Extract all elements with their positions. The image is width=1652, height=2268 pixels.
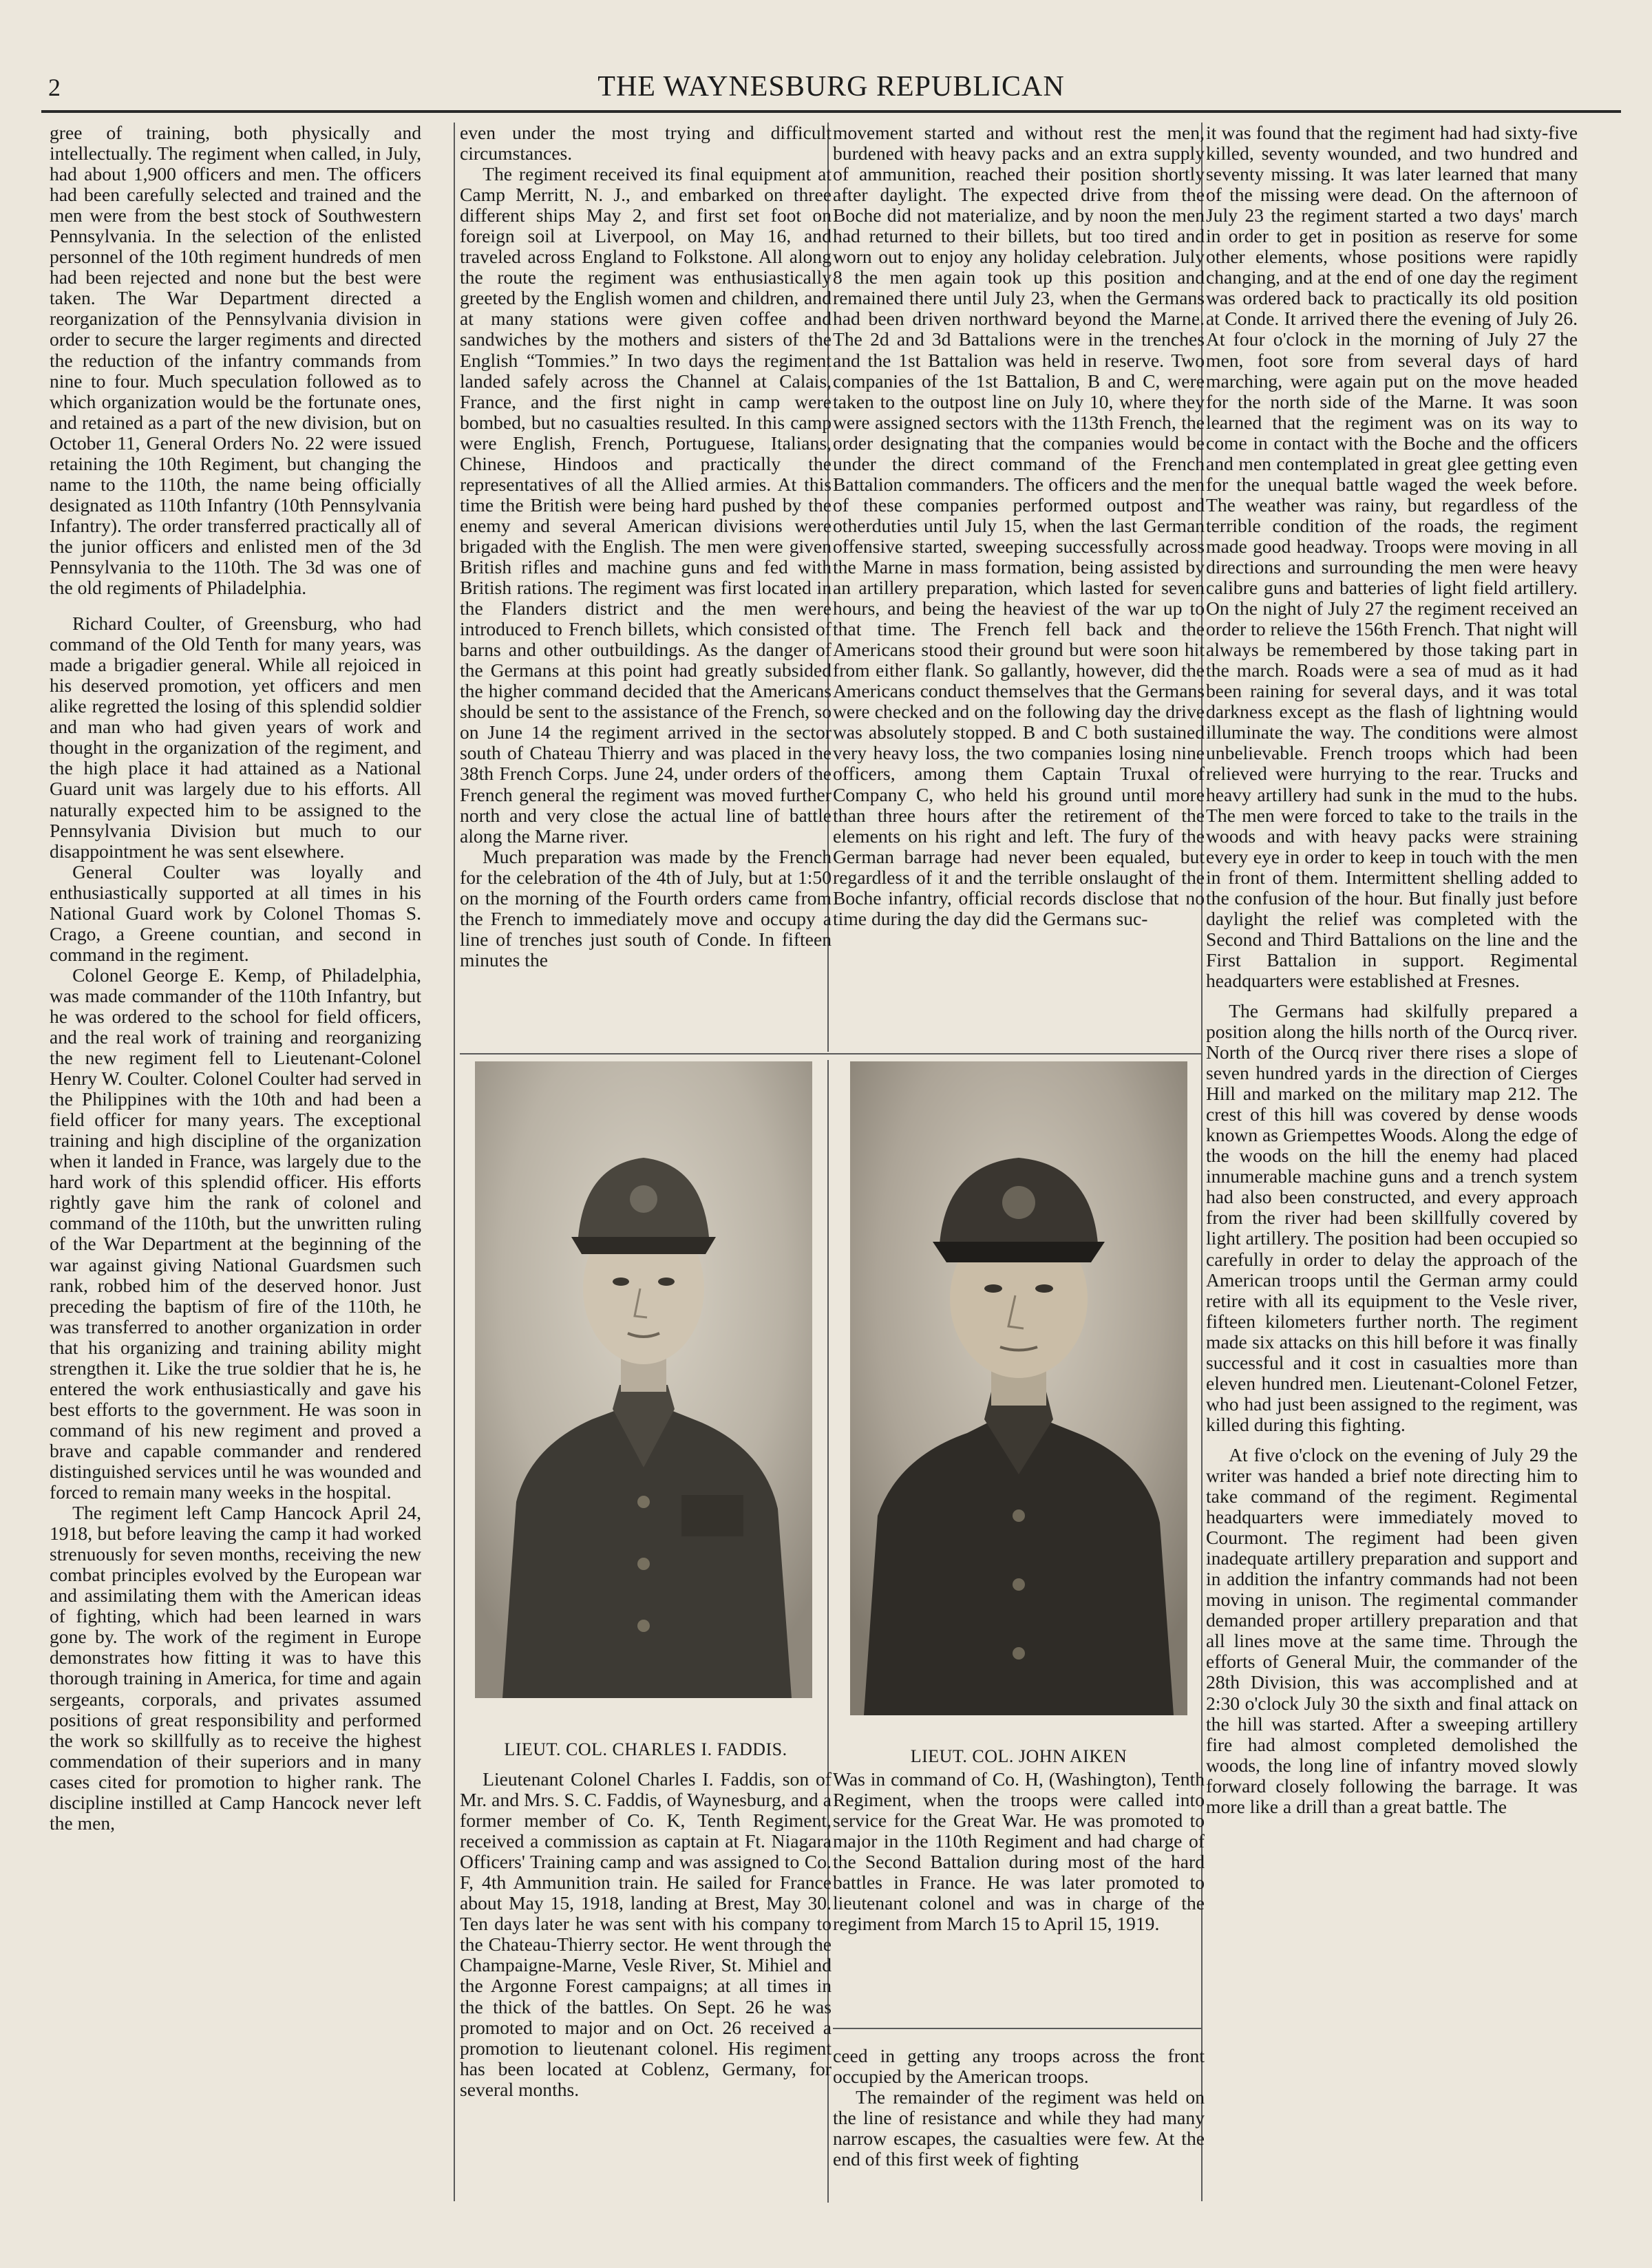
- article-column-3-continued: [833, 2046, 1205, 2203]
- paragraph: The regiment received its final equipment at Camp Merritt, N. J., and embarked on three different ships May 2, and first set foot on foreign soil at Liverpool, on May 16, and traveled across England to Folkstone. All along the route the regiment was enthusiastically greeted by the English women and children, and at many stations were given coffee and sandwiches by the mothers and sisters of the English “Tommies.” In two days the regiment landed safely across the Channel at Calais, France, and the first night in camp were bombed, but no casualties resulted. In this camp were English, French, Portuguese, Italians, Chinese, Hindoos and practically the representatives of all the Allied armies. At this time the British were being hard pushed by the enemy and several American divisions were brigaded with the English. The men were given British rifles and machine guns and fed with British rations. The regiment was first located in the Flanders district and the men were introduced to French billets, which consisted of barns and other outbuildings. As the danger of the Germans at this point had greatly subsided the higher command decided that the Americans should be sent to the assistance of the French, so on June 14 the regiment arrived in the sector south of Chateau Thierry and was placed in the 38th French Corps. June 24, under orders of the French general the regiment was moved further north and very close the actual line of battle along the Marne river.: [460, 163, 832, 847]
- paragraph: Lieutenant Colonel Charles I. Faddis, son of Mr. and Mrs. S. C. Faddis, of Waynesburg, and a former member of Co. K, Tenth Regiment, received a commission as captain at Ft. Niagara Officers' Training camp and was assigned to Co. F, 4th Ammunition train. He sailed for France about May 15, 1918, landing at Brest, May 30. Ten days later he was sent with his company to the Chateau-Thierry sector. He went through the Champaigne-Marne, Vesle River, St. Mihiel and the Argonne Forest campaigns; at all times in the thick of the battles. On Sept. 26 he was promoted to major and on Oct. 26 received a promotion to lieutenant colonel. His regiment has been located at Coblenz, Germany, for several months.: [460, 1769, 832, 2100]
- article-column-2: [460, 123, 832, 1045]
- header-rule: [41, 110, 1621, 113]
- paragraph: Was in command of Co. H, (Washington), Tenth Regiment, when the troops were called into service for the Great War. He was promoted to major in the 110th Regiment and had charge of the Second Battalion during most of the hard battles in France. He was later promoted to lieutenant colonel and was in charge of the regiment from March 15 to April 15, 1919.: [833, 1769, 1205, 1935]
- paragraph: The regiment left Camp Hancock April 24, 1918, but before leaving the camp it had worked strenuously for seven months, receiving the new combat principles evolved by the European war and assimilating them with the American ideas of fighting, which had been learned in wars gone by. The work of the regiment in Europe demonstrates how fitting it was to have this thorough training in America, for time and again sergeants, corporals, and privates assumed positions of great responsibility and performed the work so skillfully as to receive the highest commendation of their superiors and in many cases cited for promotion to higher rank. The discipline instilled at Camp Hancock never left the men,: [50, 1502, 421, 1834]
- paragraph: movement started and without rest the men, burdened with heavy packs and an extra supply of ammunition, reached their position shortly after daylight. The expected drive from the Boche did not materialize, and by noon the men had returned to their billets, but too tired and worn out to enjoy any holiday celebration. July 8 the men again took up this position and remained there until July 23, when the Germans had been driven northward beyond the Marne. The 2d and 3d Battalions were in the trenches and the 1st Battalion was held in reserve. Two companies of the 1st Battalion, B and C, were taken to the outpost line on July 10, where they were assigned sectors with the 113th French, the order designating that the companies would be under the direct command of the French Battalion commanders. The officers and the men of these companies performed outpost and otherduties until July 15, when the last German offensive started, sweeping successfully across the Marne in mass formation, being assisted by an artillery preparation, which lasted for seven hours, and being the heaviest of the war up to that time. The French fell back and the Americans stood their ground but were soon hit from either flank. So gallantly, however, did the Americans conduct themselves that the Germans were checked and on the following day the drive was absolutely stopped. B and C both sustained very heavy loss, the two companies losing nine officers, among them Captain Truxal of Company C, who held his ground until more than three hours after the retirement of the elements on his right and left. The fury of the German barrage had never been equaled, but regardless of it and the terrible onslaught of the Boche infantry, official records disclose that no time during the day did the Germans suc-: [833, 123, 1205, 929]
- paragraph: The remainder of the regiment was held on the line of resistance and while they had many narrow escapes, the casualties were few. At the end of this first week of fighting: [833, 2086, 1205, 2170]
- bio-bottom-rule: [833, 2028, 1201, 2029]
- paragraph: General Coulter was loyally and enthusiastically supported at all times in his National Guard work by Colonel Thomas S. Crago, a Greene countian, and second in command in the regiment.: [50, 860, 421, 965]
- bio-aiken: [833, 1769, 1205, 2024]
- portrait-aiken-image: [850, 1061, 1187, 1715]
- article-column-1: [50, 123, 421, 2201]
- paragraph: Much preparation was made by the French for the celebration of the 4th of July, but at 1:50 on the morning of the Fourth orders came from the French to immediately move and occupy a line of trenches just south of Conde. In fifteen minutes the: [460, 845, 832, 971]
- paragraph: The Germans had skilfully prepared a position along the hills north of the Ourcq river. North of the Ourcq river there rises a slope of seven hundred yards in the direction of Cierges Hill and marked on the military map 212. The crest of this hill was covered by dense woods known as Griempettes Woods. Along the edge of the woods on the hill the enemy had placed innumerable machine guns and a trench system had also been constructed, and every approach from the river had been skillfully covered by light artillery. The position had been occupied so carefully in order to delay the approach of the American troops until the German army could retire with all its equipment to the Vesle river, fifteen kilometers further north. The regiment made six attacks on this hill before it was finally successful and it cost in casualties more than eleven hundred men. Lieutenant-Colonel Fetzer, who had just been assigned to the regiment, was killed during this fighting.: [1206, 999, 1578, 1435]
- article-column-4: [1206, 123, 1578, 2201]
- paragraph: Richard Coulter, of Greensburg, who had command of the Old Tenth for many years, was made a brigadier general. While all rejoiced in his deserved promotion, yet officers and men alike regretted the losing of this splendid soldier and man who had given years of work and thought in the organization of the regiment, and the high place it had attained as a National Guard unit was largely due to his efforts. All naturally expected him to be assigned to the Pennsylvania Division but much to our disappointment he was sent elsewhere.: [50, 613, 421, 862]
- page-number: 2: [48, 74, 61, 101]
- paragraph: even under the most trying and difficult circumstances.: [460, 123, 832, 165]
- column-rule-1: [454, 123, 455, 2201]
- paragraph: Colonel George E. Kemp, of Philadelphia, was made commander of the 110th Infantry, but he was ordered to the school for field officers, and the real work of training and reorganizing the new regiment fell to Lieutenant-Colonel Henry W. Coulter. Colonel Coulter had served in the Philippines with the 10th and had been a field officer for many years. The exceptional training and high discipline of the organization when it landed in France, was largely due to the hard work of this splendid officer. His efforts rightly gave him the rank of colonel and command of the 110th, but the unwritten ruling of the War Department at the beginning of the war against giving National Guardsmen such rank, robbed him of the deserved honor. Just preceding the baptism of fire of the 110th, he was transferred to another organization in order that his organizing and training ability might strengthen it. Like the true soldier that he is, he entered the work enthusiastically and gave his best efforts to the government. He was soon in command of his new regiment and proved a brave and capable commander and rendered distinguished services until he was wounded and forced to remain many weeks in the hospital.: [50, 964, 421, 1503]
- paragraph: it was found that the regiment had had sixty-five killed, seventy wounded, and two hundred and seventy missing. It was later learned that many of the missing were dead. On the afternoon of July 23 the regiment started a two days' march in order to get in position as reserve for some other elements, whose positions were rapidly changing, and at the end of one day the regiment was ordered back to practically its old position at Conde. It arrived there the evening of July 26. At four o'clock in the morning of July 27 the men, foot sore from several days of hard marching, were again put on the move headed for the north side of the Marne. It was soon learned that the regiment was on its way to come in contact with the Boche and the officers and men contemplated in great glee getting even for the unequal battle waged the week before. The weather was rainy, but regardless of the terrible condition of the roads, the regiment made good headway. Troops were moving in all directions and surrounding the men were heavy calibre guns and batteries of light field artillery. On the night of July 27 the regiment received an order to relieve the 156th French. That night will always be remembered by those taking part in the march. Roads were a sea of mud as it had been raining for several days, and it was total darkness except as the flash of lightning would illuminate the way. The conditions were almost unbelievable. French troops which had been relieved were hurrying to the rear. Trucks and heavy artillery had sunk in the mud to the hubs. The men were forced to take to the trails in the woods and with heavy packs were straining every eye in order to keep in touch with the men in front of them. Intermittent shelling added to the confusion of the hour. But finally just before daylight the relief was completed with the Second and Third Battalions on the line and the First Battalion in support. Regimental headquarters were established at Fresnes.: [1206, 123, 1578, 991]
- portrait-photo-faddis: [475, 1061, 812, 1698]
- photo-caption-aiken: LIEUT. COL. JOHN AIKEN: [910, 1746, 1127, 1766]
- photo-top-rule: [460, 1053, 1201, 1054]
- paragraph: At five o'clock on the evening of July 29 the writer was handed a brief note directing him to take command of the regiment. Regimental headquarters were immediately moved to Courmont. The regiment had been given inadequate artillery preparation and support and in addition the infantry commands had not been moving in unison. The regimental commander demanded proper artillery preparation and that all lines move at the same time. Through the efforts of General Muir, the commander of the 28th Division, this was accomplished and at 2:30 o'clock July 30 the sixth and final attack on the hill was started. After a sweeping artillery fire had almost completed demolished the woods, the long line of infantry moved slowly forward closely following the barrage. It was more like a drill than a great battle. The: [1206, 1443, 1578, 1817]
- portrait-photo-aiken: [850, 1061, 1187, 1715]
- bio-faddis: [460, 1769, 832, 2203]
- article-column-3: [833, 123, 1205, 1045]
- paragraph: gree of training, both physically and intellectually. The regiment when called, in July, had about 1,900 officers and men. The officers had been carefully selected and trained and the men were from the best stock of Southwestern Pennsylvania. In the selection of the enlisted personnel of the 10th regiment hundreds of men had been rejected and none but the best were taken. The War Department directed a reorganization of the Pennsylvania division in order to secure the larger regiments and directed the reduction of the infantry commands from nine to four. Much speculation followed as to which organization would be the fortunate ones, and retained as a part of the new division, but on October 11, General Orders No. 22 were issued retaining the 10th Regiment, but changing the name to the 110th, the name being officially designated as 110th Infantry (10th Pennsylvania Infantry). The order transferred practically all of the junior officers and enlisted men of the 3d Pennsylvania to the 110th. The 3d was one of the old regiments of Philadelphia.: [50, 123, 421, 599]
- photo-caption-faddis: LIEUT. COL. CHARLES I. FADDIS.: [504, 1739, 787, 1759]
- newspaper-title: THE WAYNESBURG REPUBLICAN: [597, 71, 1065, 103]
- paragraph: ceed in getting any troops across the front occupied by the American troops.: [833, 2046, 1205, 2088]
- page-header: [41, 67, 1621, 109]
- portrait-faddis-image: [475, 1061, 812, 1698]
